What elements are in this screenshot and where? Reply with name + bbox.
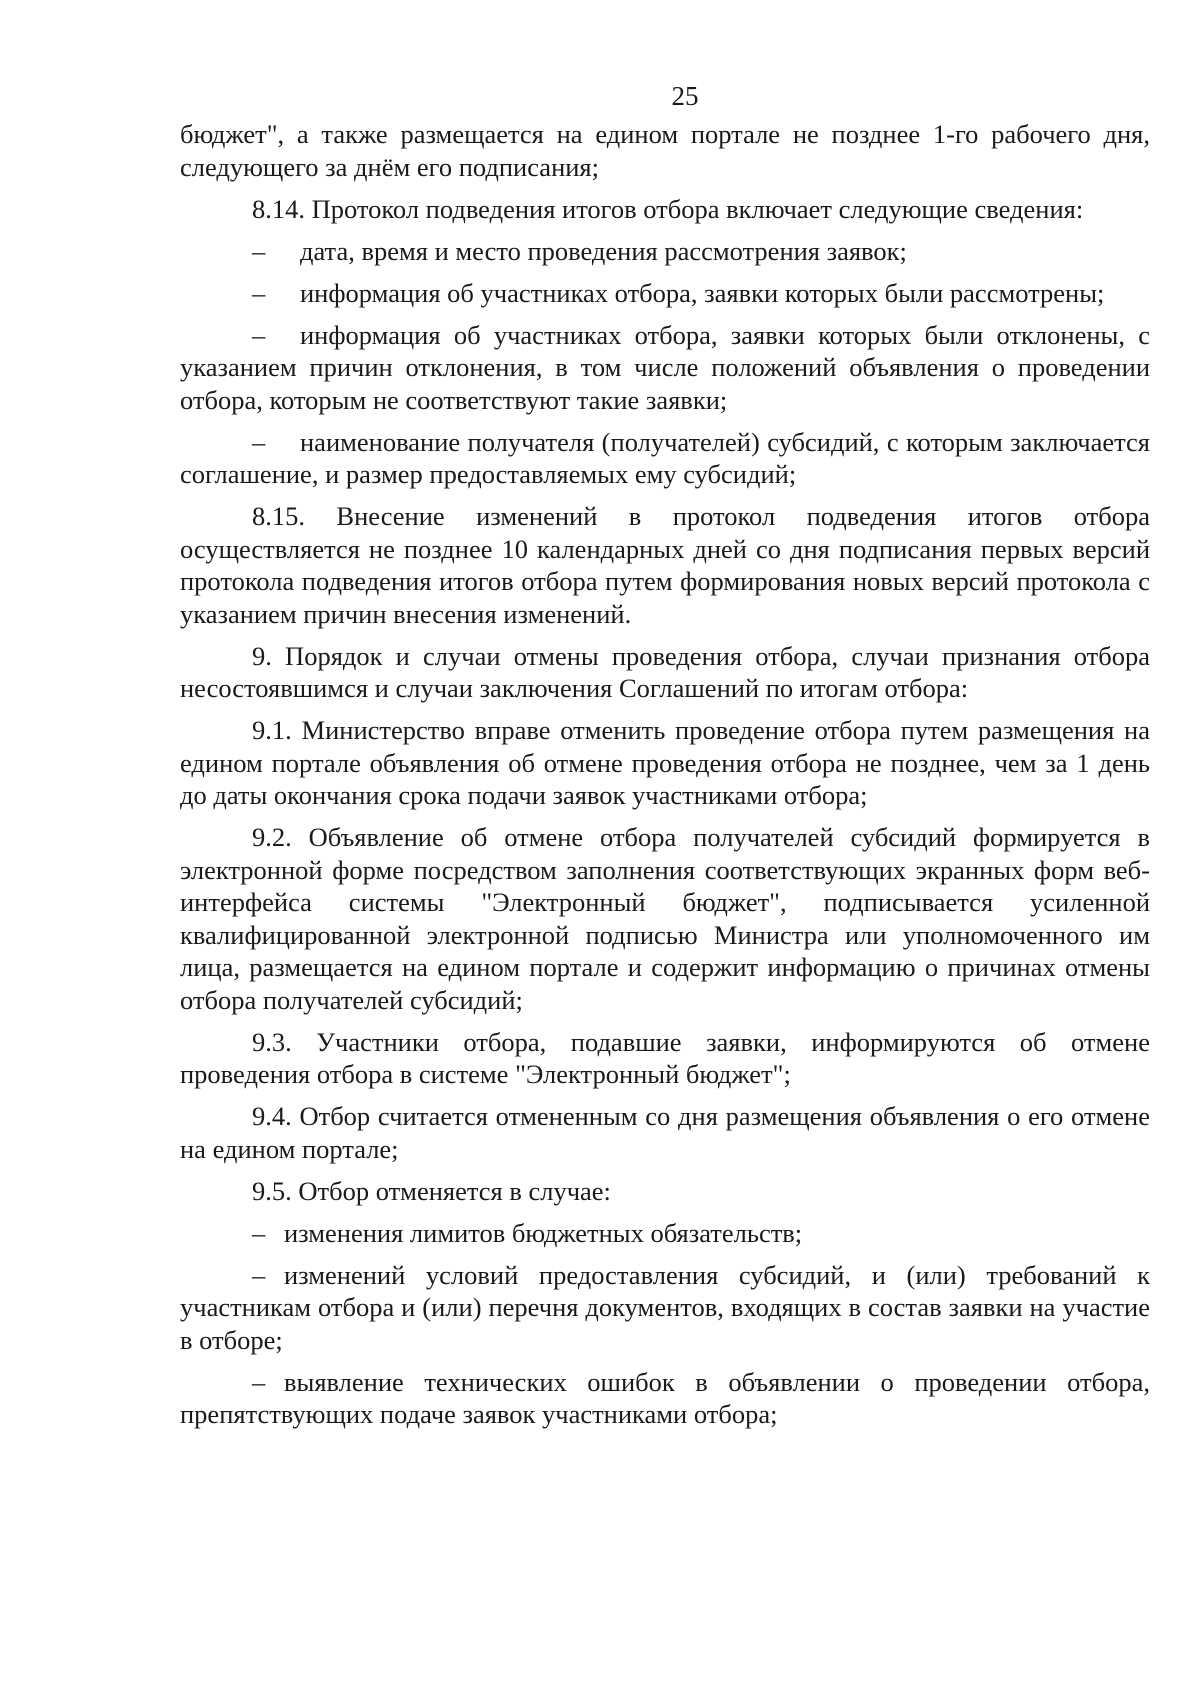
paragraph-text: 9.5. Отбор отменяется в случае:: [252, 1175, 611, 1206]
paragraph-9: [180, 640, 1150, 705]
paragraph-9-5: [180, 1175, 1150, 1208]
list-item-rejected-participants: [180, 319, 1150, 417]
paragraph-9-4: [180, 1100, 1150, 1165]
page-number: 25: [671, 81, 699, 111]
paragraph-text: 9.4. Отбор считается отмененным со дня размещения объявления о его отмене на едином портале;: [180, 1101, 1150, 1164]
paragraph-text: бюджет", а также размещается на едином портале не позднее 1-го рабочего дня, следующего за днём его подписания;: [180, 119, 1150, 182]
paragraph-text: информация об участниках отбора, заявки которых были отклонены, с указанием причин отклонения, в том числе положений объявления о проведении отбора, которым не соответствуют такие заявки;: [180, 319, 1150, 415]
list-dash: –: [252, 426, 266, 457]
paragraph-text: 9.1. Министерство вправе отменить проведение отбора путем размещения на едином портале объявления об отмене проведения отбора не позднее, чем за 1 день до даты окончания срока подачи заявок участниками отбора;: [180, 715, 1150, 810]
list-item-recipient-name: [180, 426, 1150, 491]
list-item-date-time-place: [180, 235, 1150, 268]
list-item-budget-limits: [180, 1217, 1150, 1250]
paragraph-text: выявление технических ошибок в объявлении о проведении отбора, препятствующих подаче заявок участниками отбора;: [180, 1366, 1150, 1429]
paragraph-text: наименование получателя (получателей) субсидий, с которым заключается соглашение, и размер предоставляемых ему субсидий;: [180, 426, 1150, 489]
paragraph-9-3: [180, 1026, 1150, 1091]
paragraph-text: 9.3. Участники отбора, подавшие заявки, информируются об отмене проведения отбора в системе "Электронный бюджет";: [180, 1026, 1150, 1089]
paragraph-9-2: [180, 821, 1150, 1016]
list-dash: –: [252, 1217, 266, 1248]
paragraph-text: 8.14. Протокол подведения итогов отбора включает следующие сведения:: [252, 193, 1084, 224]
list-dash: –: [252, 277, 266, 308]
list-dash: –: [252, 235, 266, 266]
paragraph-text: изменения лимитов бюджетных обязательств;: [284, 1217, 803, 1248]
paragraph-text: информация об участниках отбора, заявки которых были рассмотрены;: [300, 277, 1105, 308]
paragraph-9-1: [180, 714, 1150, 812]
list-item-reviewed-participants: [180, 277, 1150, 310]
paragraph-8-15: [180, 500, 1150, 630]
paragraph-text: 8.15. Внесение изменений в протокол подведения итогов отбора осуществляется не позднее 10 календарных дней со дня подписания первых версий протокола подведения итогов отбора путем формирования новых версий протокола с указанием причин внесения изменений.: [180, 501, 1150, 629]
paragraph-8-14: [180, 193, 1150, 226]
list-dash: –: [252, 1366, 266, 1397]
paragraph-continuation: [180, 118, 1150, 183]
list-item-conditions-change: [180, 1259, 1150, 1357]
list-item-technical-errors: [180, 1366, 1150, 1431]
list-dash: –: [252, 1259, 266, 1290]
paragraph-text: изменений условий предоставления субсидий, и (или) требований к участникам отбора и (или) перечня документов, входящих в состав заявки на участие в отборе;: [180, 1259, 1150, 1355]
paragraph-text: 9.2. Объявление об отмене отбора получателей субсидий формируется в электронной форме посредством заполнения соответствующих экранных форм веб-интерфейса системы "Электронный бюджет", подписывается усиленной квалифицированной электронной подписью Министра или уполномоченного им лица, размещается на едином портале и содержит информацию о причинах отмены отбора получателей субсидий;: [180, 822, 1150, 1015]
list-dash: –: [252, 319, 266, 350]
document-body: [180, 118, 1150, 1440]
paragraph-text: 9. Порядок и случаи отмены проведения отбора, случаи признания отбора несостоявшимся и случаи заключения Соглашений по итогам отбора:: [180, 640, 1150, 703]
paragraph-text: дата, время и место проведения рассмотрения заявок;: [300, 235, 907, 266]
